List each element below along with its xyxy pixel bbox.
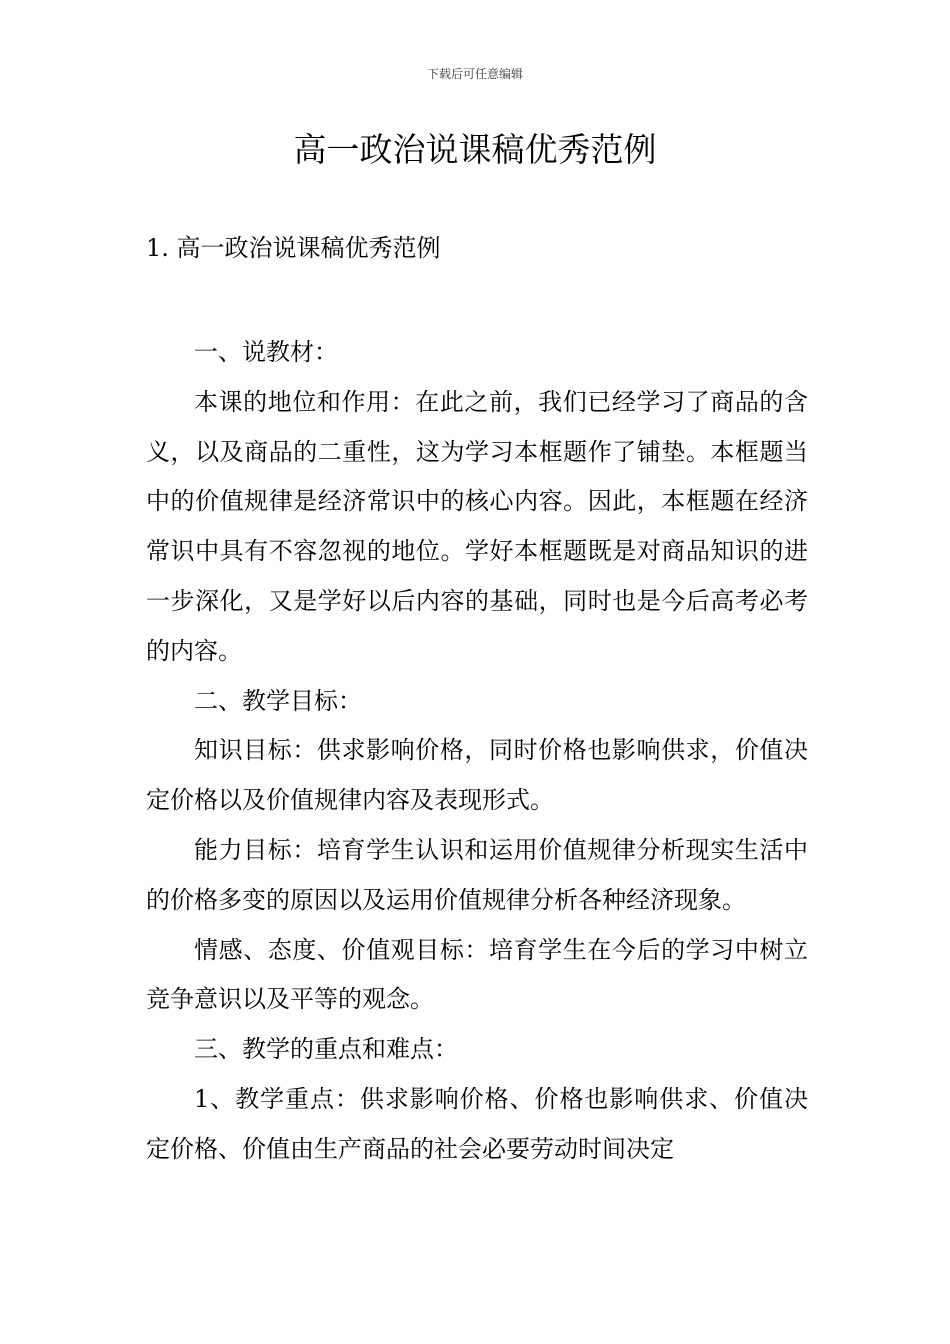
header-note: 下载后可任意编辑 [426, 67, 523, 81]
document-body [146, 328, 808, 1175]
paragraph: 1、教学重点：供求影响价格、价格也影响供求、价值决定价格、价值由生产商品的社会必要劳动时间决定 [146, 1084, 808, 1163]
paragraph: 能力目标：培育学生认识和运用价值规律分析现实生活中的价格多变的原因以及运用价值规律分析各种经济现象。 [146, 835, 808, 914]
paragraph: 本课的地位和作用：在此之前，我们已经学习了商品的含义，以及商品的二重性，这为学习本框题作了铺垫。本框题当中的价值规律是经济常识中的核心内容。因此，本框题在经济常识中具有不容忽视的地位。学好本框题既是对商品知识的进一步深化，又是学好以后内容的基础，同时也是今后高考必考的内容。 [146, 387, 808, 665]
paragraph-heading: 一、说教材： [194, 338, 338, 366]
document-title: 高一政治说课稿优秀范例 [293, 130, 657, 169]
section-title: 1. 高一政治说课稿优秀范例 [146, 234, 441, 262]
paragraph: 知识目标：供求影响价格，同时价格也影响供求，价值决定价格以及价值规律内容及表现形式。 [146, 736, 808, 815]
paragraph: 情感、态度、价值观目标：培育学生在今后的学习中树立竞争意识以及平等的观念。 [146, 935, 808, 1014]
paragraph-heading: 三、教学的重点和难点： [194, 1035, 458, 1064]
paragraph-heading: 二、教学目标： [194, 686, 362, 715]
